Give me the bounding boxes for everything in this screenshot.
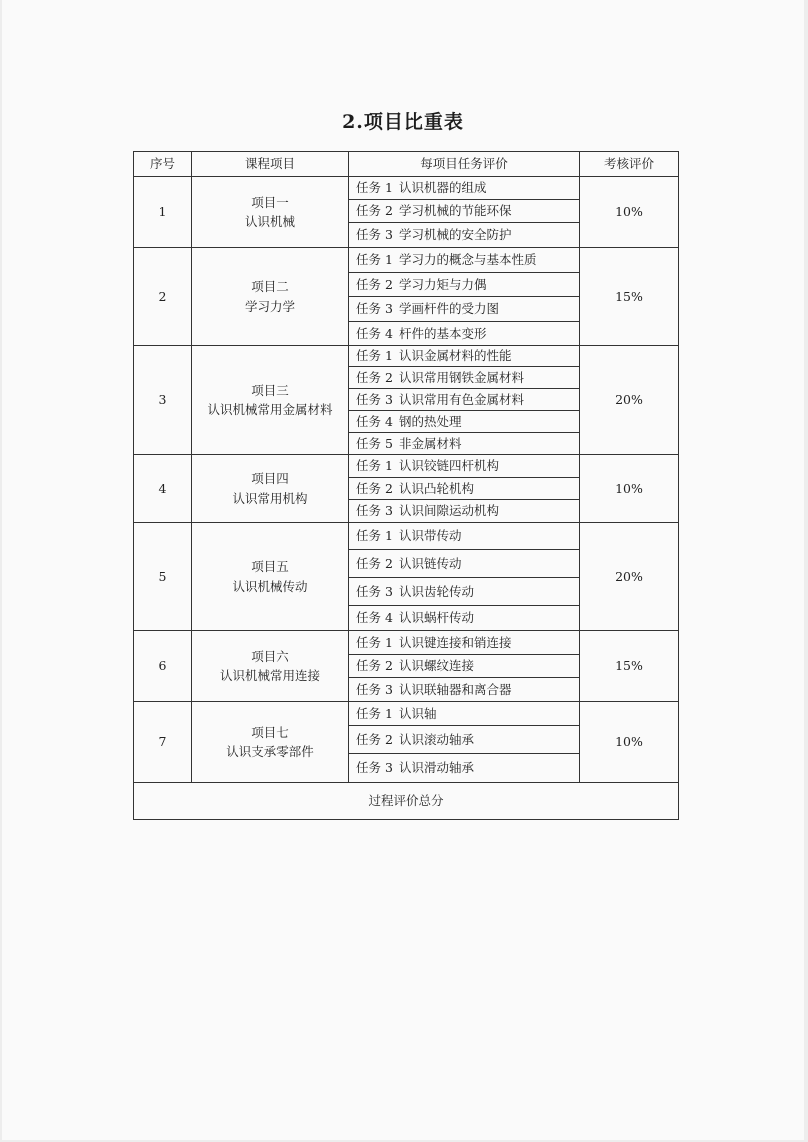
task-number: 任务 2 xyxy=(356,203,393,219)
task-name: 认识轴 xyxy=(398,705,437,721)
task-number: 任务 1 xyxy=(356,348,393,364)
task-cell xyxy=(349,550,580,578)
weight-cell: 10% xyxy=(580,177,679,248)
task-number: 任务 2 xyxy=(356,731,393,747)
task-name: 认识滚动轴承 xyxy=(398,731,474,747)
task-number: 任务 1 xyxy=(356,180,393,196)
task-number: 任务 1 xyxy=(356,634,393,650)
table-row xyxy=(134,523,679,550)
task-name: 认识带传动 xyxy=(398,528,462,544)
task-name: 杆件的基本变形 xyxy=(398,325,487,341)
task-number: 任务 1 xyxy=(356,458,393,474)
task-name: 学习力的概念与基本性质 xyxy=(398,252,537,268)
table-header-row xyxy=(134,152,679,177)
task-name: 学习机械的节能环保 xyxy=(398,203,512,219)
task-name: 钢的热处理 xyxy=(398,413,462,429)
task-number: 任务 1 xyxy=(356,705,393,721)
task-cell xyxy=(349,478,580,500)
header-tasks: 每项目任务评价 xyxy=(349,152,580,177)
task-cell xyxy=(349,500,580,523)
task-cell xyxy=(349,655,580,678)
task-number: 任务 4 xyxy=(356,413,393,429)
row-number: 2 xyxy=(134,248,192,346)
task-cell xyxy=(349,389,580,411)
task-name: 认识联轴器和离合器 xyxy=(398,681,512,697)
task-cell xyxy=(349,367,580,389)
row-number: 5 xyxy=(134,523,192,631)
header-no: 序号 xyxy=(134,152,192,177)
task-name: 学习机械的安全防护 xyxy=(398,227,512,243)
task-number: 任务 3 xyxy=(356,681,393,697)
task-cell xyxy=(349,223,580,248)
project-cell xyxy=(192,346,349,455)
row-number: 4 xyxy=(134,455,192,523)
table-row xyxy=(134,631,679,655)
weight-cell: 20% xyxy=(580,523,679,631)
task-cell xyxy=(349,702,580,726)
project-name: 认识机械常用金属材料 xyxy=(207,402,333,417)
task-name: 认识机器的组成 xyxy=(398,180,487,196)
project-label: 项目五 xyxy=(251,559,289,575)
project-name: 认识机械 xyxy=(244,214,295,229)
task-cell xyxy=(349,273,580,297)
task-name: 认识键连接和销连接 xyxy=(398,634,512,650)
total-row xyxy=(134,783,679,820)
project-name: 认识支承零部件 xyxy=(226,744,314,759)
task-number: 任务 2 xyxy=(356,276,393,292)
task-cell xyxy=(349,631,580,655)
task-cell xyxy=(349,678,580,702)
weight-cell: 10% xyxy=(580,455,679,523)
weight-cell: 10% xyxy=(580,702,679,783)
project-name: 认识机械常用连接 xyxy=(219,668,320,683)
project-label: 项目六 xyxy=(251,648,289,664)
task-name: 学习力矩与力偶 xyxy=(398,276,487,292)
project-label: 项目二 xyxy=(251,279,289,295)
task-number: 任务 2 xyxy=(356,480,393,496)
table-row xyxy=(134,702,679,726)
row-number: 3 xyxy=(134,346,192,455)
project-name: 认识机械传动 xyxy=(232,578,308,594)
project-label: 项目七 xyxy=(251,724,289,740)
task-name: 认识链传动 xyxy=(398,555,462,571)
task-cell xyxy=(349,726,580,754)
task-number: 任务 2 xyxy=(356,369,393,385)
task-name: 认识常用有色金属材料 xyxy=(398,391,524,407)
task-number: 任务 3 xyxy=(356,760,393,776)
table-row xyxy=(134,177,679,200)
task-name: 认识螺纹连接 xyxy=(398,658,474,674)
table-row xyxy=(134,455,679,478)
task-cell xyxy=(349,578,580,606)
table-body xyxy=(134,177,679,783)
task-name: 认识齿轮传动 xyxy=(398,583,474,599)
task-cell xyxy=(349,248,580,273)
task-number: 任务 3 xyxy=(356,583,393,599)
task-number: 任务 4 xyxy=(356,610,393,626)
row-number: 7 xyxy=(134,702,192,783)
task-number: 任务 4 xyxy=(356,325,393,341)
task-cell xyxy=(349,411,580,433)
project-name: 认识常用机构 xyxy=(232,490,308,506)
header-weight: 考核评价 xyxy=(580,152,679,177)
task-number: 任务 3 xyxy=(356,227,393,243)
task-cell xyxy=(349,297,580,322)
document-page xyxy=(2,0,804,1140)
task-name: 非金属材料 xyxy=(398,435,462,451)
task-cell xyxy=(349,177,580,200)
task-cell xyxy=(349,322,580,346)
task-number: 任务 5 xyxy=(356,435,393,451)
task-cell xyxy=(349,606,580,631)
task-number: 任务 1 xyxy=(356,252,393,268)
page-title: 2.项目比重表 xyxy=(342,111,464,133)
task-number: 任务 3 xyxy=(356,503,393,519)
task-name: 认识凸轮机构 xyxy=(398,480,474,496)
table-row xyxy=(134,248,679,273)
task-name: 认识常用钢铁金属材料 xyxy=(398,369,524,385)
task-name: 认识铰链四杆机构 xyxy=(398,458,499,474)
project-cell xyxy=(192,523,349,631)
task-name: 认识金属材料的性能 xyxy=(398,348,512,364)
project-label: 项目一 xyxy=(251,194,289,210)
project-cell xyxy=(192,702,349,783)
task-name: 认识滑动轴承 xyxy=(398,760,474,776)
task-cell xyxy=(349,523,580,550)
row-number: 1 xyxy=(134,177,192,248)
task-name: 认识间隙运动机构 xyxy=(398,503,499,519)
weight-cell: 20% xyxy=(580,346,679,455)
task-number: 任务 3 xyxy=(356,301,393,317)
task-number: 任务 3 xyxy=(356,391,393,407)
weight-cell: 15% xyxy=(580,631,679,702)
task-cell xyxy=(349,754,580,783)
row-number: 6 xyxy=(134,631,192,702)
project-cell xyxy=(192,455,349,523)
task-cell xyxy=(349,200,580,223)
project-name: 学习力学 xyxy=(244,298,295,314)
task-number: 任务 2 xyxy=(356,555,393,571)
task-cell xyxy=(349,455,580,478)
weight-cell: 15% xyxy=(580,248,679,346)
table-row xyxy=(134,346,679,367)
header-project: 课程项目 xyxy=(192,152,349,177)
task-name: 认识蜗杆传动 xyxy=(398,610,474,626)
task-number: 任务 2 xyxy=(356,658,393,674)
task-number: 任务 1 xyxy=(356,528,393,544)
project-cell xyxy=(192,631,349,702)
task-cell xyxy=(349,433,580,455)
task-name: 学画杆件的受力图 xyxy=(398,301,499,317)
project-label: 项目四 xyxy=(251,471,289,487)
project-weight-table xyxy=(133,151,679,820)
project-cell xyxy=(192,248,349,346)
total-label: 过程评价总分 xyxy=(134,783,679,820)
task-cell xyxy=(349,346,580,367)
project-label: 项目三 xyxy=(251,382,289,398)
project-cell xyxy=(192,177,349,248)
